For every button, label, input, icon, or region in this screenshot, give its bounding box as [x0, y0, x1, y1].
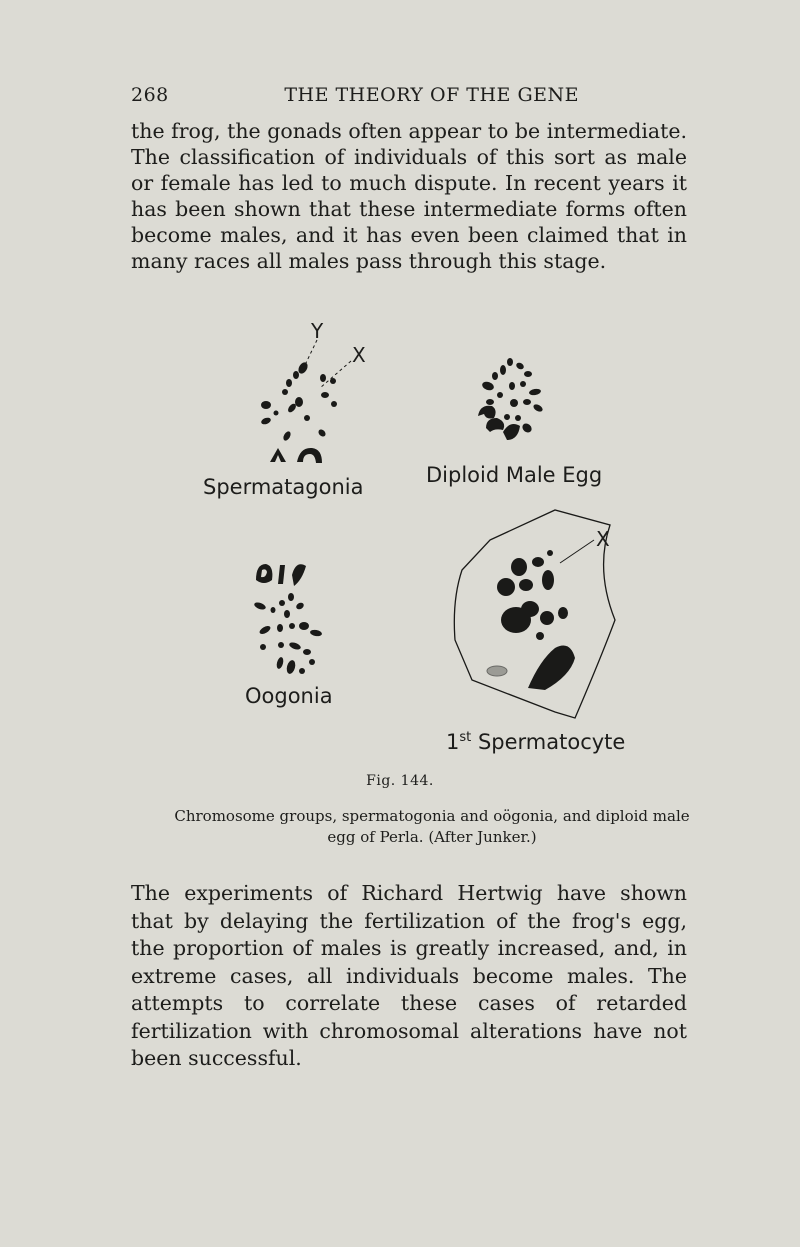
spermatocyte-word: Spermatocyte — [477, 730, 626, 754]
spermatogonia-chromosomes — [260, 361, 337, 463]
y-chromosome-label: Y — [311, 319, 324, 343]
x-chromosome-label-spermatocyte: X — [596, 527, 610, 551]
paragraph-top: the frog, the gonads often appear to be intermediate. The classification of individuals of this sort as male or female has led to much dispute. In recent years it has been shown that these intermediate forms often become males, and it has even been claimed that in many races all males pass through this stage. — [131, 119, 687, 273]
x-chromosome-label-spermatogonia: X — [352, 343, 366, 367]
figure-caption-text: Chromosome groups, spermatogonia and oögonia, and diploid male egg of Perla. (After Junker.) — [174, 807, 690, 846]
spermatocyte-chromosomes — [497, 550, 575, 690]
spermatocyte-ordinal-suffix: st — [459, 730, 472, 745]
running-title: THE THEORY OF THE GENE — [284, 84, 579, 106]
figure-caption-title: Fig. 144. — [366, 773, 434, 789]
paragraph-bottom: The experiments of Richard Hertwig have shown that by delaying the fertilization of the frog's egg, the proportion of males is greatly increased, and, in extreme cases, all individuals become males. The attempts to correlate these cases of retarded fertilization with chromosomal alterations have not been successful. — [131, 881, 687, 1070]
diploid-male-egg-label: Diploid Male Egg — [426, 463, 603, 487]
oogonia-label: Oogonia — [245, 684, 333, 708]
spermatocyte-label — [446, 730, 625, 754]
spermatogonia-label: Spermatagonia — [203, 475, 364, 499]
spermatocyte-ordinal: 1 — [446, 730, 460, 754]
diploid-egg-chromosomes — [478, 358, 544, 440]
oogonia-chromosomes — [253, 564, 322, 675]
page-number: 268 — [131, 84, 169, 106]
